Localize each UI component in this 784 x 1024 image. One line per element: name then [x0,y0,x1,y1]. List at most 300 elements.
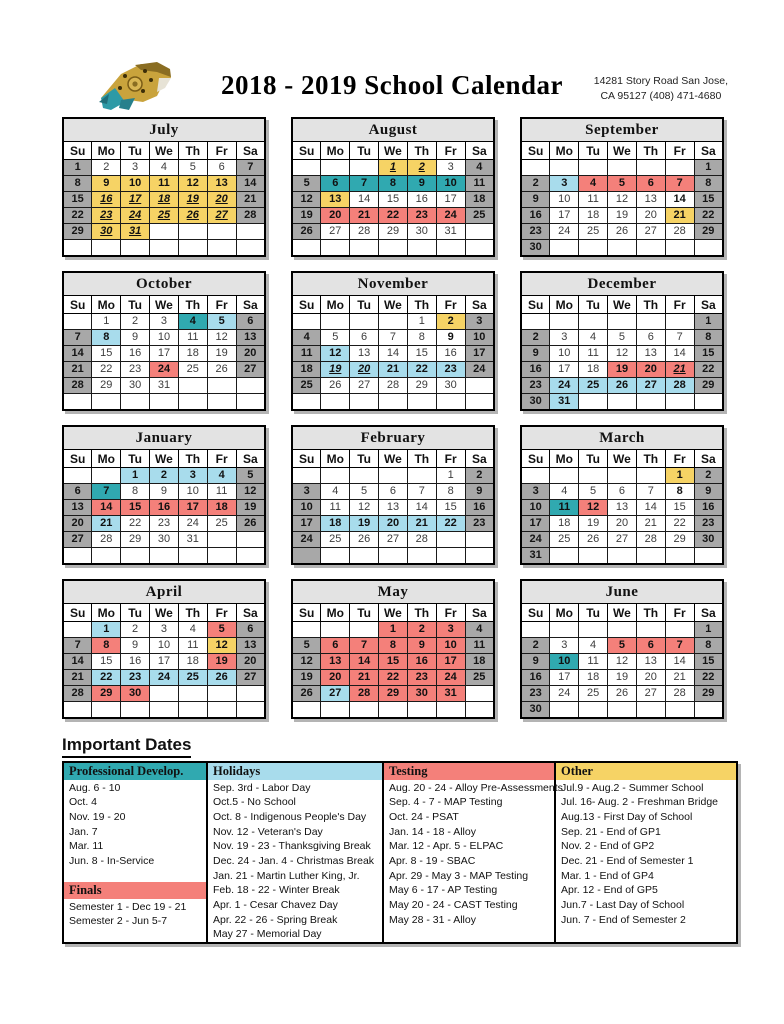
day-cell: 9 [407,176,436,192]
empty-cell [178,548,207,565]
day-cell: 24 [521,532,550,548]
day-cell: 27 [236,362,265,378]
empty-cell [321,394,350,411]
day-cell: 23 [694,516,723,532]
empty-cell [207,532,236,548]
day-cell: 25 [292,378,321,394]
day-cell: 12 [350,500,379,516]
spacer [64,868,206,882]
weekday-header: Su [63,450,92,468]
day-cell: 4 [150,160,179,176]
empty-cell [321,622,350,638]
day-cell: 12 [292,654,321,670]
day-cell: 26 [608,686,637,702]
day-cell: 21 [636,516,665,532]
day-cell: 6 [636,638,665,654]
empty-cell [236,394,265,411]
weekday-header: Tu [121,450,150,468]
day-cell: 30 [521,394,550,411]
day-cell: 13 [350,346,379,362]
empty-cell [178,686,207,702]
day-cell: 4 [207,468,236,484]
date-item: Mar. 1 - End of GP4 [561,869,654,882]
weekday-header: Th [407,142,436,160]
day-cell: 18 [207,500,236,516]
day-cell: 20 [207,192,236,208]
weekday-header: Fr [665,604,694,622]
day-cell: 4 [292,330,321,346]
day-cell: 19 [608,208,637,224]
day-cell: 12 [207,638,236,654]
empty-cell [636,314,665,330]
day-cell: 6 [636,176,665,192]
day-cell: 22 [694,362,723,378]
day-cell: 7 [63,330,92,346]
date-item: Feb. 18 - 22 - Winter Break [213,884,340,897]
empty-cell [550,240,579,257]
day-cell: 10 [436,176,465,192]
day-cell: 1 [694,622,723,638]
day-cell: 25 [178,670,207,686]
empty-cell [350,548,379,565]
weekday-header: Sa [236,296,265,314]
empty-cell [436,532,465,548]
empty-cell [207,394,236,411]
day-cell: 10 [436,638,465,654]
day-cell: 5 [350,484,379,500]
day-cell: 12 [178,176,207,192]
day-cell: 24 [550,378,579,394]
empty-cell [665,160,694,176]
month-february [291,425,495,565]
important-column-other [556,763,736,942]
weekday-header: Fr [436,450,465,468]
day-cell: 26 [207,670,236,686]
month-april [62,579,266,719]
day-cell: 17 [436,192,465,208]
day-cell: 21 [63,670,92,686]
day-cell: 5 [608,638,637,654]
weekday-header: Mo [321,604,350,622]
empty-cell [550,314,579,330]
day-cell: 21 [665,670,694,686]
day-cell: 1 [92,622,121,638]
weekday-header: Su [521,142,550,160]
day-cell: 2 [521,330,550,346]
empty-cell [407,548,436,565]
weekday-header: Sa [694,142,723,160]
day-cell: 9 [465,484,494,500]
day-cell: 26 [292,686,321,702]
date-item: Nov. 19 - 23 - Thanksgiving Break [213,840,371,853]
day-cell: 5 [178,160,207,176]
day-cell: 4 [178,622,207,638]
day-cell: 18 [579,670,608,686]
day-cell: 18 [178,346,207,362]
day-cell: 9 [521,346,550,362]
weekday-header: We [379,142,408,160]
day-cell: 28 [63,686,92,702]
empty-cell [550,702,579,719]
empty-cell [665,702,694,719]
day-cell: 15 [92,346,121,362]
date-item: Mar. 12 - Apr. 5 - ELPAC [389,840,504,853]
empty-cell [379,240,408,257]
empty-cell [665,622,694,638]
date-item: Oct. 8 - Indigenous People's Day [213,810,367,823]
weekday-header: Th [407,450,436,468]
empty-cell [292,160,321,176]
weekday-header: Th [178,604,207,622]
day-cell: 24 [150,670,179,686]
empty-cell [92,468,121,484]
day-cell: 18 [321,516,350,532]
day-cell: 25 [579,224,608,240]
empty-cell [465,224,494,240]
day-cell: 16 [121,654,150,670]
weekday-header: Fr [665,296,694,314]
page-title: 2018 - 2019 School Calendar [220,70,564,100]
day-cell: 14 [63,654,92,670]
day-cell: 2 [92,160,121,176]
empty-cell [236,240,265,257]
day-cell: 8 [665,484,694,500]
empty-cell [178,240,207,257]
day-cell: 17 [465,346,494,362]
empty-cell [321,548,350,565]
day-cell: 16 [407,192,436,208]
weekday-header: Fr [665,142,694,160]
day-cell: 6 [350,330,379,346]
day-cell: 11 [579,346,608,362]
day-cell: 30 [92,224,121,240]
empty-cell [292,468,321,484]
day-cell: 16 [407,654,436,670]
day-cell: 6 [207,160,236,176]
date-item: Apr. 1 - Cesar Chavez Day [213,899,338,911]
day-cell: 17 [292,516,321,532]
day-cell: 14 [665,654,694,670]
month-january [62,425,266,565]
weekday-header: Mo [550,604,579,622]
weekday-header: Th [178,450,207,468]
day-cell: 17 [178,500,207,516]
day-cell: 17 [521,516,550,532]
day-cell: 1 [436,468,465,484]
empty-cell [407,240,436,257]
empty-cell [207,548,236,565]
date-item: Jan. 14 - 18 - Alloy [389,825,476,838]
date-item: Oct.5 - No School [213,796,296,809]
day-cell: 17 [150,346,179,362]
column-header: Finals [64,882,206,899]
day-cell: 7 [636,484,665,500]
day-cell: 9 [121,638,150,654]
day-cell: 5 [292,638,321,654]
day-cell: 13 [63,500,92,516]
empty-cell [407,702,436,719]
day-cell: 1 [694,314,723,330]
jaguar-logo-icon [95,58,181,114]
empty-cell [321,314,350,330]
day-cell: 23 [465,516,494,532]
day-cell: 10 [292,500,321,516]
empty-cell [579,240,608,257]
day-cell: 3 [550,176,579,192]
day-cell: 11 [292,346,321,362]
month-title: December [521,272,723,296]
weekday-header: Su [292,142,321,160]
day-cell: 20 [236,654,265,670]
day-cell: 27 [350,378,379,394]
weekday-header: Fr [436,142,465,160]
day-cell: 20 [636,362,665,378]
day-cell: 30 [694,532,723,548]
weekday-header: We [150,604,179,622]
empty-cell [292,622,321,638]
empty-cell [350,240,379,257]
day-cell: 31 [521,548,550,565]
day-cell: 22 [379,670,408,686]
day-cell: 26 [236,516,265,532]
empty-cell [436,240,465,257]
day-cell: 29 [379,686,408,702]
day-cell: 13 [236,638,265,654]
day-cell: 15 [694,346,723,362]
day-cell: 17 [550,362,579,378]
empty-cell [150,702,179,719]
day-cell: 2 [407,622,436,638]
day-cell: 14 [350,654,379,670]
day-cell: 16 [436,346,465,362]
empty-cell [321,160,350,176]
month-november [291,271,495,411]
weekday-header: Su [292,604,321,622]
day-cell: 16 [92,192,121,208]
day-cell: 21 [350,670,379,686]
day-cell: 1 [379,160,408,176]
day-cell: 2 [436,314,465,330]
weekday-header: Mo [321,296,350,314]
day-cell: 14 [665,192,694,208]
day-cell: 21 [236,192,265,208]
day-cell: 3 [178,468,207,484]
month-title: May [292,580,494,604]
day-cell: 23 [521,686,550,702]
empty-cell [350,702,379,719]
day-cell: 16 [465,500,494,516]
month-title: February [292,426,494,450]
day-cell: 11 [550,500,579,516]
empty-cell [207,378,236,394]
day-cell: 28 [407,532,436,548]
empty-cell [63,240,92,257]
empty-cell [350,622,379,638]
weekday-header: We [150,142,179,160]
empty-cell [63,702,92,719]
column-header: Professional Develop. [64,763,206,780]
empty-cell [321,240,350,257]
day-cell: 5 [321,330,350,346]
day-cell: 15 [407,346,436,362]
day-cell: 3 [465,314,494,330]
day-cell: 6 [379,484,408,500]
day-cell: 9 [436,330,465,346]
date-item: Mar. 11 [69,840,104,853]
day-cell: 19 [236,500,265,516]
weekday-header: Tu [121,296,150,314]
empty-cell [608,622,637,638]
school-address [594,74,728,104]
day-cell: 4 [579,176,608,192]
empty-cell [608,240,637,257]
empty-cell [465,686,494,702]
day-cell: 8 [694,638,723,654]
weekday-header: Tu [121,142,150,160]
day-cell: 15 [665,500,694,516]
weekday-header: Mo [321,142,350,160]
empty-cell [579,314,608,330]
empty-cell [579,548,608,565]
date-item: Semester 2 - Jun 5-7 [69,915,168,928]
weekday-header: Tu [350,604,379,622]
weekday-header: Tu [121,604,150,622]
date-item: Nov. 19 - 20 [69,810,126,823]
day-cell: 11 [207,484,236,500]
empty-cell [379,468,408,484]
day-cell: 26 [608,224,637,240]
day-cell: 11 [321,500,350,516]
day-cell: 20 [636,670,665,686]
empty-cell [665,394,694,411]
day-cell: 2 [121,622,150,638]
empty-cell [465,548,494,565]
day-cell: 3 [150,622,179,638]
date-item: Apr. 12 - End of GP5 [561,884,658,897]
day-cell: 6 [236,622,265,638]
day-cell: 2 [521,638,550,654]
empty-cell [665,314,694,330]
day-cell: 17 [436,654,465,670]
date-item: Jan. 21 - Martin Luther King, Jr. [213,869,360,882]
day-cell: 4 [550,484,579,500]
month-august [291,117,495,257]
empty-cell [608,314,637,330]
empty-cell [92,240,121,257]
day-cell: 12 [207,330,236,346]
day-cell: 29 [694,224,723,240]
day-cell: 26 [608,378,637,394]
day-cell: 21 [63,362,92,378]
day-cell: 31 [178,532,207,548]
day-cell: 5 [608,330,637,346]
weekday-header: Sa [465,142,494,160]
day-cell: 25 [579,686,608,702]
month-title: April [63,580,265,604]
weekday-header: Sa [465,296,494,314]
day-cell: 21 [379,362,408,378]
day-cell: 13 [608,500,637,516]
empty-cell [407,394,436,411]
day-cell: 18 [292,362,321,378]
day-cell: 5 [608,176,637,192]
day-cell: 8 [379,176,408,192]
empty-cell [694,548,723,565]
date-item: Jul.9 - Aug.2 - Summer School [561,781,704,794]
day-cell: 11 [178,330,207,346]
day-cell: 27 [207,208,236,224]
day-cell: 14 [636,500,665,516]
month-may [291,579,495,719]
day-cell: 11 [150,176,179,192]
day-cell: 22 [665,516,694,532]
empty-cell [636,622,665,638]
day-cell: 20 [608,516,637,532]
day-cell: 7 [63,638,92,654]
day-cell: 29 [694,686,723,702]
day-cell: 6 [236,314,265,330]
empty-cell [292,702,321,719]
weekday-header: Sa [465,604,494,622]
day-cell: 30 [436,378,465,394]
day-cell: 3 [550,330,579,346]
day-cell: 27 [379,532,408,548]
important-dates-table [62,761,738,944]
day-cell: 14 [665,346,694,362]
month-march [520,425,724,565]
empty-cell [436,548,465,565]
day-cell: 23 [150,516,179,532]
day-cell: 24 [150,362,179,378]
day-cell: 11 [178,638,207,654]
day-cell: 17 [550,208,579,224]
day-cell: 28 [350,686,379,702]
empty-cell [63,394,92,411]
day-cell: 15 [694,654,723,670]
day-cell: 13 [636,192,665,208]
day-cell: 28 [63,378,92,394]
weekday-header: We [608,450,637,468]
day-cell: 11 [465,176,494,192]
day-cell: 8 [694,176,723,192]
address-line-1: 14281 Story Road San Jose, [593,75,728,87]
date-item: Jan. 7 [69,825,98,838]
month-june [520,579,724,719]
day-cell: 14 [92,500,121,516]
weekday-header: Fr [207,296,236,314]
weekday-header: Fr [207,142,236,160]
day-cell: 24 [550,686,579,702]
day-cell: 8 [121,484,150,500]
empty-cell [150,240,179,257]
weekday-header: Su [63,142,92,160]
day-cell: 9 [150,484,179,500]
day-cell: 5 [207,622,236,638]
weekday-header: Su [63,604,92,622]
weekday-header: Mo [92,604,121,622]
day-cell: 23 [521,224,550,240]
address-line-2: CA 95127 (408) 471-4680 [600,90,722,103]
day-cell: 8 [63,176,92,192]
date-item: Apr. 29 - May 3 - MAP Testing [389,869,529,882]
empty-cell [321,468,350,484]
weekday-header: We [150,296,179,314]
empty-cell [465,532,494,548]
empty-cell [379,314,408,330]
day-cell: 24 [436,670,465,686]
day-cell: 4 [465,622,494,638]
day-cell: 13 [236,330,265,346]
